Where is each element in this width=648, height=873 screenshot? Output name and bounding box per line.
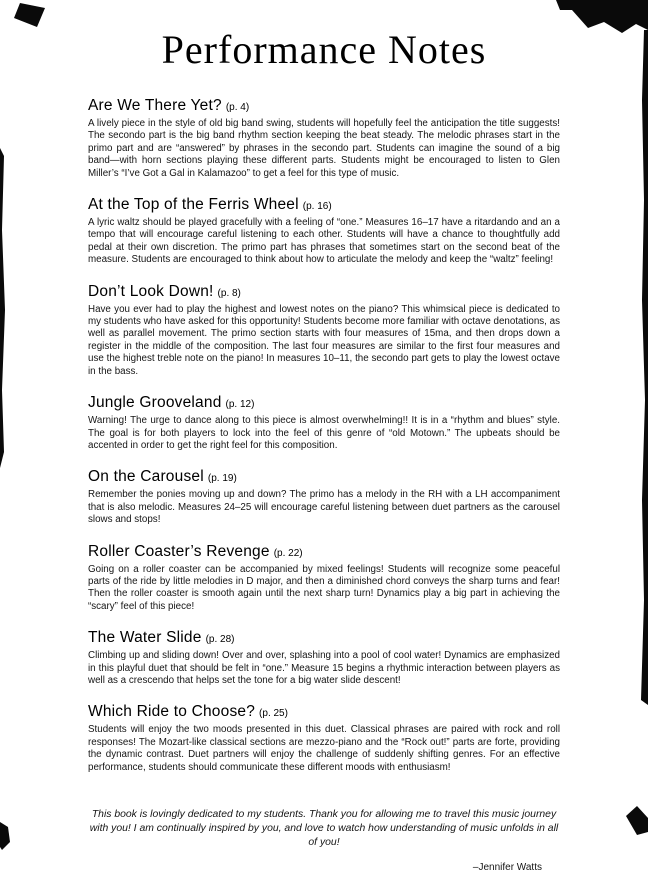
section-heading [88,468,560,486]
section-heading-text: Don’t Look Down! [88,282,214,300]
section-heading [88,196,560,214]
section-body: Have you ever had to play the highest and lowest notes on the piano? This whimsical piece is dedicated to my students who have asked for this opportunity! Students become more familiar with octave denotations, as well as parallel movement. The primo section starts with four measures of 15ma, and then drops down a register in the middle of the composition. The last four measures are similar to the first four measures and use the highest treble note on the piano! In measures 10–11, the secondo part gets to play the lowest octave in the bass. [88,303,560,377]
section-the-water-slide [88,629,560,687]
section-are-we-there-yet [88,97,560,180]
section-body: Warning! The urge to dance along to this piece is almost overwhelming!! It is in a “rhythm and blues” style. The goal is for both players to lock into the feel of this genre of “old Motown.” The upbeats should be accented in order to get the right feel for this composition. [88,415,560,451]
section-page-ref: (p. 16) [302,201,332,213]
section-heading-text: Jungle Grooveland [88,394,222,412]
section-heading [88,283,560,301]
section-heading-text: Which Ride to Choose? [88,703,256,721]
section-jungle-grooveland [88,394,560,452]
section-body: Students will enjoy the two moods presented in this duet. Classical phrases are paired with rock and roll responses! The Mozart-like classical sections are mezzo-piano and the “Rock out!” parts are forte, providing the dynamic contrast. Duet partners will enjoy the challenge of suddenly shifting genres. For an effective performance, students should communicate these different moods with enthusiasm! [88,724,560,773]
section-heading-text: The Water Slide [88,629,202,647]
author-signature: –Jennifer Watts [472,862,542,873]
section-heading [88,97,560,115]
section-page-ref: (p. 4) [225,102,250,113]
dedication-text: This book is lovingly dedicated to my students. Thank you for allowing me to travel this music journey with you! I am continually inspired by you, and love to watch how understanding of music unfolds in all of you! [89,809,559,848]
section-heading [88,629,560,647]
section-heading [88,703,560,721]
section-page-ref: (p. 28) [205,634,235,646]
section-ferris-wheel [88,196,560,267]
section-heading-text: On the Carousel [88,468,204,486]
section-heading [88,394,560,412]
section-page-ref: (p. 22) [273,547,303,559]
section-heading [88,543,560,561]
section-page-ref: (p. 12) [225,399,255,411]
section-body: A lively piece in the style of old big band swing, students will hopefully feel the anticipation the title suggests! The secondo part is the big band rhythm section keeping the beat steady. The melodic phrases start in the primo part and are “answered” by phrases in the secondo part. Students can imagine the sound of a big band—with horn sections playing these different parts. Students might be encouraged to listen to Glen Miller’s “I’ve Got a Gal in Kalamazoo” to get a feel for this type of music. [88,118,560,179]
page-title: Performance Notes [161,27,487,72]
section-body: Remember the ponies moving up and down? The primo has a melody in the RH with a LH accompaniment that is also melodic. Measures 24–25 will encourage careful listening between duet partners as the carousel slows and stops! [88,489,560,526]
section-page-ref: (p. 19) [207,473,237,485]
section-heading-text: Roller Coaster’s Revenge [88,542,270,560]
section-body: Going on a roller coaster can be accompanied by mixed feelings! Students will recognize some peaceful parts of the ride by little melodies in D major, and then a diminished chord conveys the sharp turns and fear! Then the roller coaster is smooth again until the next sharp turn! Dynamics play a big part in achieving the “scary” feel of this piece! [88,563,560,612]
section-dont-look-down [88,283,560,378]
section-body: A lyric waltz should be played gracefully with a feeling of “one.” Measures 16–17 have a ritardando and an a tempo that will encourage careful listening to each other. Students will have a chance to thoughtfully add pedal at their own discretion. The primo part has phrases that sometimes start on the second beat of the measure. Students are encouraged to think about how to articulate the melody and keep the “waltz” feeling! [88,217,560,266]
section-page-ref: (p. 25) [259,708,288,720]
section-on-the-carousel [88,468,560,526]
section-body: Climbing up and sliding down! Over and over, splashing into a pool of cool water! Dynamics are emphasized in this playful duet that should be felt in “one.” Measure 15 begins a rhythmic interaction between players as well as a crescendo that helps set the tone for a big water slide descent! [88,650,560,686]
section-page-ref: (p. 8) [217,287,241,299]
section-which-ride-to-choose [88,703,560,774]
section-roller-coasters-revenge [88,543,560,614]
section-heading-text: At the Top of the Ferris Wheel [88,196,299,214]
section-heading-text: Are We There Yet? [88,97,222,114]
